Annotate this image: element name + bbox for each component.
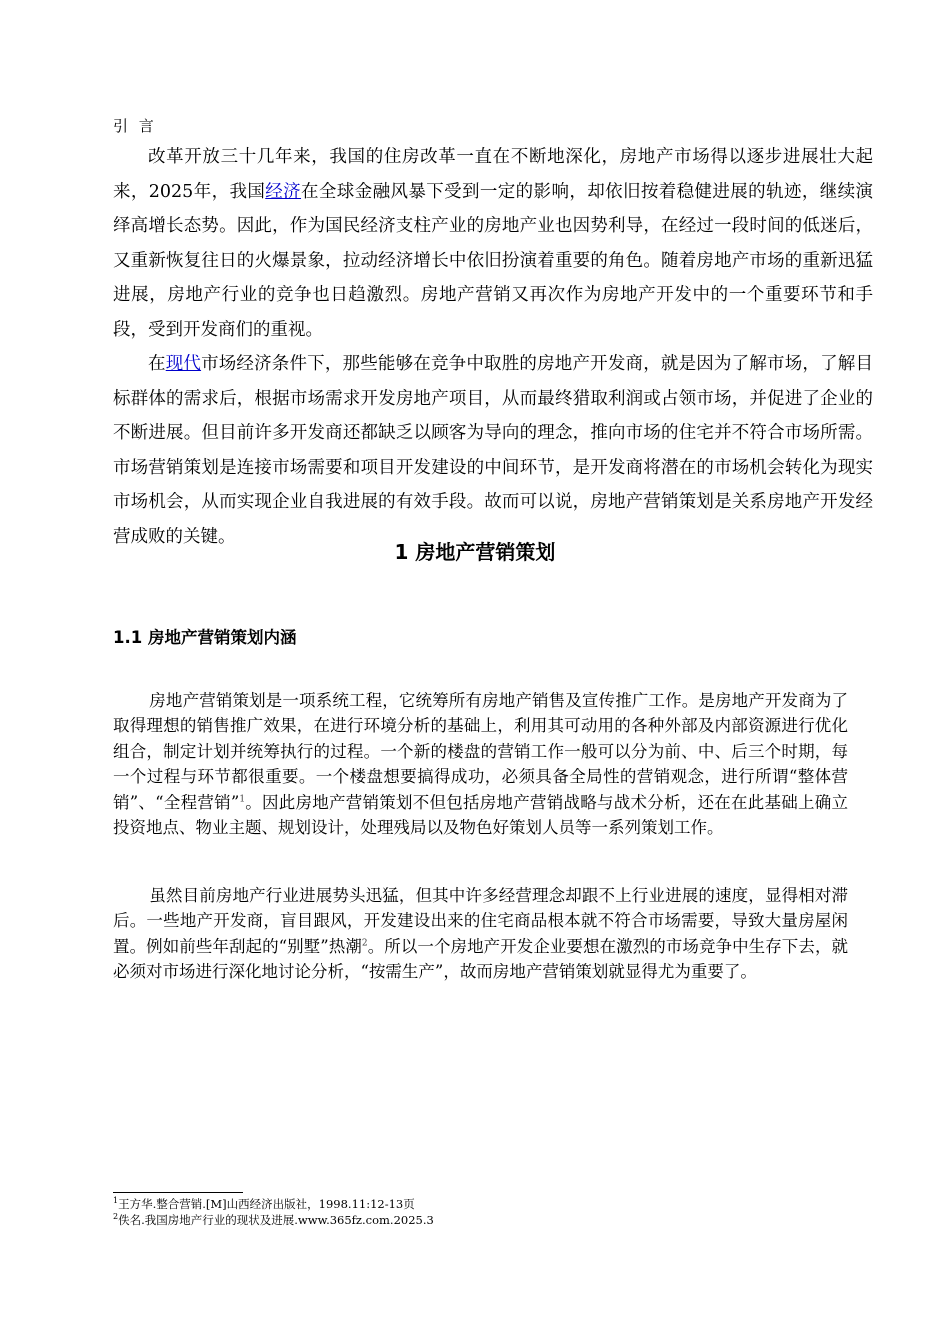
link-modern[interactable]: 现代 [165,354,202,374]
footnotes [113,1196,434,1228]
intro-p2-text-b: 市场经济条件下，那些能够在竞争中取胜的房地产开发商，就是因为了解市场，了解目标群体的需求后，根据市场需求开发房地产项目，从而最终猎取利润或占领市场，并促进了企业的不断进展。但目前许多开发商还都缺乏以顾客为导向的理念，推向市场的住宅并不符合市场所需。市场营销策划是连接市场需要和项目开发建设的中间环节，是开发商将潜在的市场机会转化为现实市场机会，从而实现企业自我进展的有效手段。故而可以说，房地产营销策划是关系房地产开发经营成败的关键。 [113,354,873,547]
footnote-2-text: 佚名.我国房地产行业的现状及进展.www.365fz.com.2025.3 [118,1213,434,1227]
para2-text-a: 虽然目前房地产行业进展势头迅猛，但其中许多经营理念却跟不上行业进展的速度，显得相对滞后。一些地产开发商，盲目跟风，开发建设出来的住宅商品根本就不符合市场需要，导致大量房屋闲置。例如前些年刮起的“别墅”热潮 [113,886,848,956]
intro-body [113,140,873,554]
footnote-2 [113,1212,434,1228]
paragraph-1-content [113,688,848,840]
footnote-1-mark: 1 [113,1196,119,1206]
link-economy[interactable]: 经济 [265,181,302,202]
intro-paragraph-1 [113,140,873,347]
intro-p1-text-a: 改革开放三十几年来，我国的住房改革一直在不断地深化，房地产市场得以逐步进展壮大起来，2025年，我国 [113,147,873,202]
section-paragraph-1 [113,688,848,840]
para2-text-b: 。所以一个房地产开发企业要想在激烈的市场竞争中生存下去，就必须对市场进行深化地讨论分析，“按需生产”，故而房地产营销策划就显得尤为重要了。 [113,936,849,982]
footnote-ref-1[interactable]: 1 [239,794,246,805]
footnote-divider [113,1192,243,1193]
footnote-1-text: 王方华.整合营销.[M]山西经济出版社，1998.11:12-13页 [118,1197,415,1211]
section-1-heading: 1 房地产营销策划 [394,540,556,564]
section-1-1-heading: 1.1 房地产营销策划内涵 [113,628,297,647]
footnote-2-mark: 2 [113,1212,119,1222]
footnote-1 [113,1196,434,1212]
section-paragraph-2 [113,883,848,985]
intro-paragraph-2 [113,347,873,554]
intro-heading: 引 言 [113,117,157,135]
intro-p2-text-a: 在 [148,354,166,374]
paragraph-2-content [113,883,848,985]
footnote-ref-2[interactable]: 2 [361,938,368,949]
para1-text-b: 。因此房地产营销策划不但包括房地产营销战略与战术分析，还在在此基础上确立投资地点、物业主题、规划设计，处理残局以及物色好策划人员等一系列策划工作。 [113,792,849,838]
intro-p1-text-b: 在全球金融风暴下受到一定的影响，却依旧按着稳健进展的轨迹，继续演绎高增长态势。因此，作为国民经济支柱产业的房地产业也因势利导，在经过一段时间的低迷后，又重新恢复往日的火爆景象，拉动经济增长中依旧扮演着重要的角色。随着房地产市场的重新迅猛进展，房地产行业的竞争也日趋激烈。房地产营销又再次作为房地产开发中的一个重要环节和手段，受到开发商们的重视。 [113,181,874,340]
para1-text-a: 房地产营销策划是一项系统工程，它统筹所有房地产销售及宣传推广工作。是房地产开发商为了取得理想的销售推广效果，在进行环境分析的基础上，利用其可动用的各种外部及内部资源进行优化组合，制定计划并统筹执行的过程。一个新的楼盘的营销工作一般可以分为前、中、后三个时期，每一个过程与环节都很重要。一个楼盘想要搞得成功，必须具备全局性的营销观念，进行所谓“整体营销”、“全程营销” [113,691,848,812]
